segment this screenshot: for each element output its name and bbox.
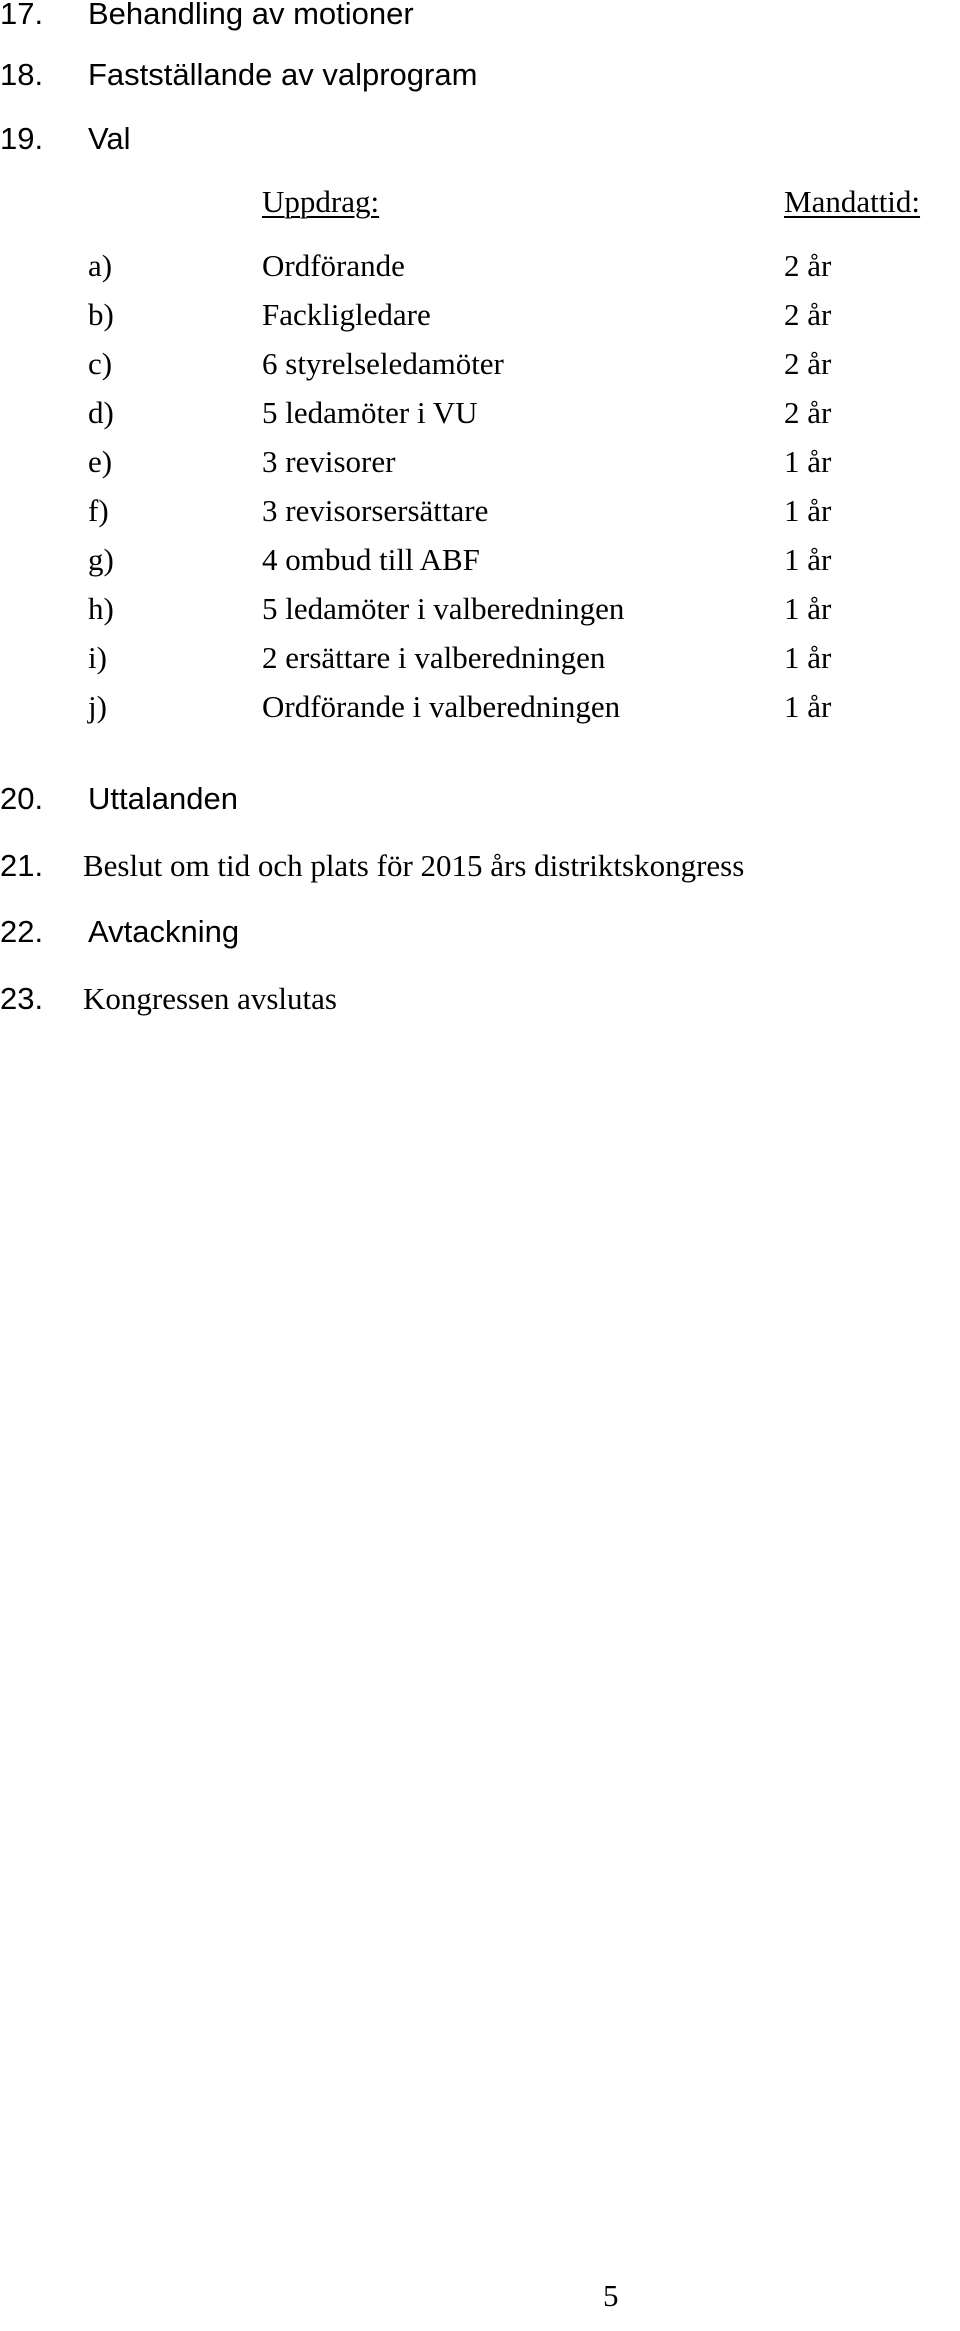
row-letter: a) — [88, 248, 113, 283]
row-term: 1 år — [784, 591, 832, 626]
item-text: Val — [88, 121, 131, 156]
item-number: 20. — [0, 781, 44, 816]
row-term: 1 år — [784, 444, 832, 479]
item-number: 23. — [0, 981, 44, 1016]
row-letter: c) — [88, 346, 113, 381]
row-term: 2 år — [784, 395, 832, 430]
item-text: Behandling av motioner — [88, 0, 414, 31]
page-number: 5 — [603, 2278, 619, 2313]
row-role: 5 ledamöter i VU — [262, 395, 478, 430]
item-number: 21. — [0, 848, 44, 883]
item-text: Uttalanden — [88, 781, 238, 816]
row-term: 2 år — [784, 297, 832, 332]
row-role: 2 ersättare i valberedningen — [262, 640, 606, 675]
row-letter: g) — [88, 542, 114, 577]
row-letter: b) — [88, 297, 114, 332]
row-role: 3 revisorsersättare — [262, 493, 489, 528]
term-column-header: Mandattid: — [784, 184, 921, 219]
item-number: 19. — [0, 121, 44, 156]
role-column-header: Uppdrag: — [262, 184, 380, 219]
row-term: 2 år — [784, 346, 832, 381]
row-letter: d) — [88, 395, 114, 430]
item-text: Beslut om tid och plats för 2015 års distriktskongress — [83, 848, 745, 883]
row-letter: h) — [88, 591, 114, 626]
row-letter: f) — [88, 493, 109, 528]
row-role: 4 ombud till ABF — [262, 542, 480, 577]
item-number: 22. — [0, 914, 44, 949]
item-text: Avtackning — [88, 914, 240, 949]
row-role: Fackligledare — [262, 297, 431, 332]
row-role: 5 ledamöter i valberedningen — [262, 591, 625, 626]
item-text: Fastställande av valprogram — [88, 57, 478, 92]
row-letter: e) — [88, 444, 113, 479]
row-term: 2 år — [784, 248, 832, 283]
row-term: 1 år — [784, 689, 832, 724]
row-term: 1 år — [784, 542, 832, 577]
row-role: 3 revisorer — [262, 444, 396, 479]
item-text: Kongressen avslutas — [83, 981, 337, 1016]
row-role: 6 styrelseledamöter — [262, 346, 504, 381]
item-number: 18. — [0, 57, 44, 92]
row-letter: i) — [88, 640, 107, 675]
row-letter: j) — [88, 689, 107, 724]
item-number: 17. — [0, 0, 44, 31]
row-term: 1 år — [784, 493, 832, 528]
row-role: Ordförande — [262, 248, 405, 283]
row-role: Ordförande i valberedningen — [262, 689, 621, 724]
row-term: 1 år — [784, 640, 832, 675]
